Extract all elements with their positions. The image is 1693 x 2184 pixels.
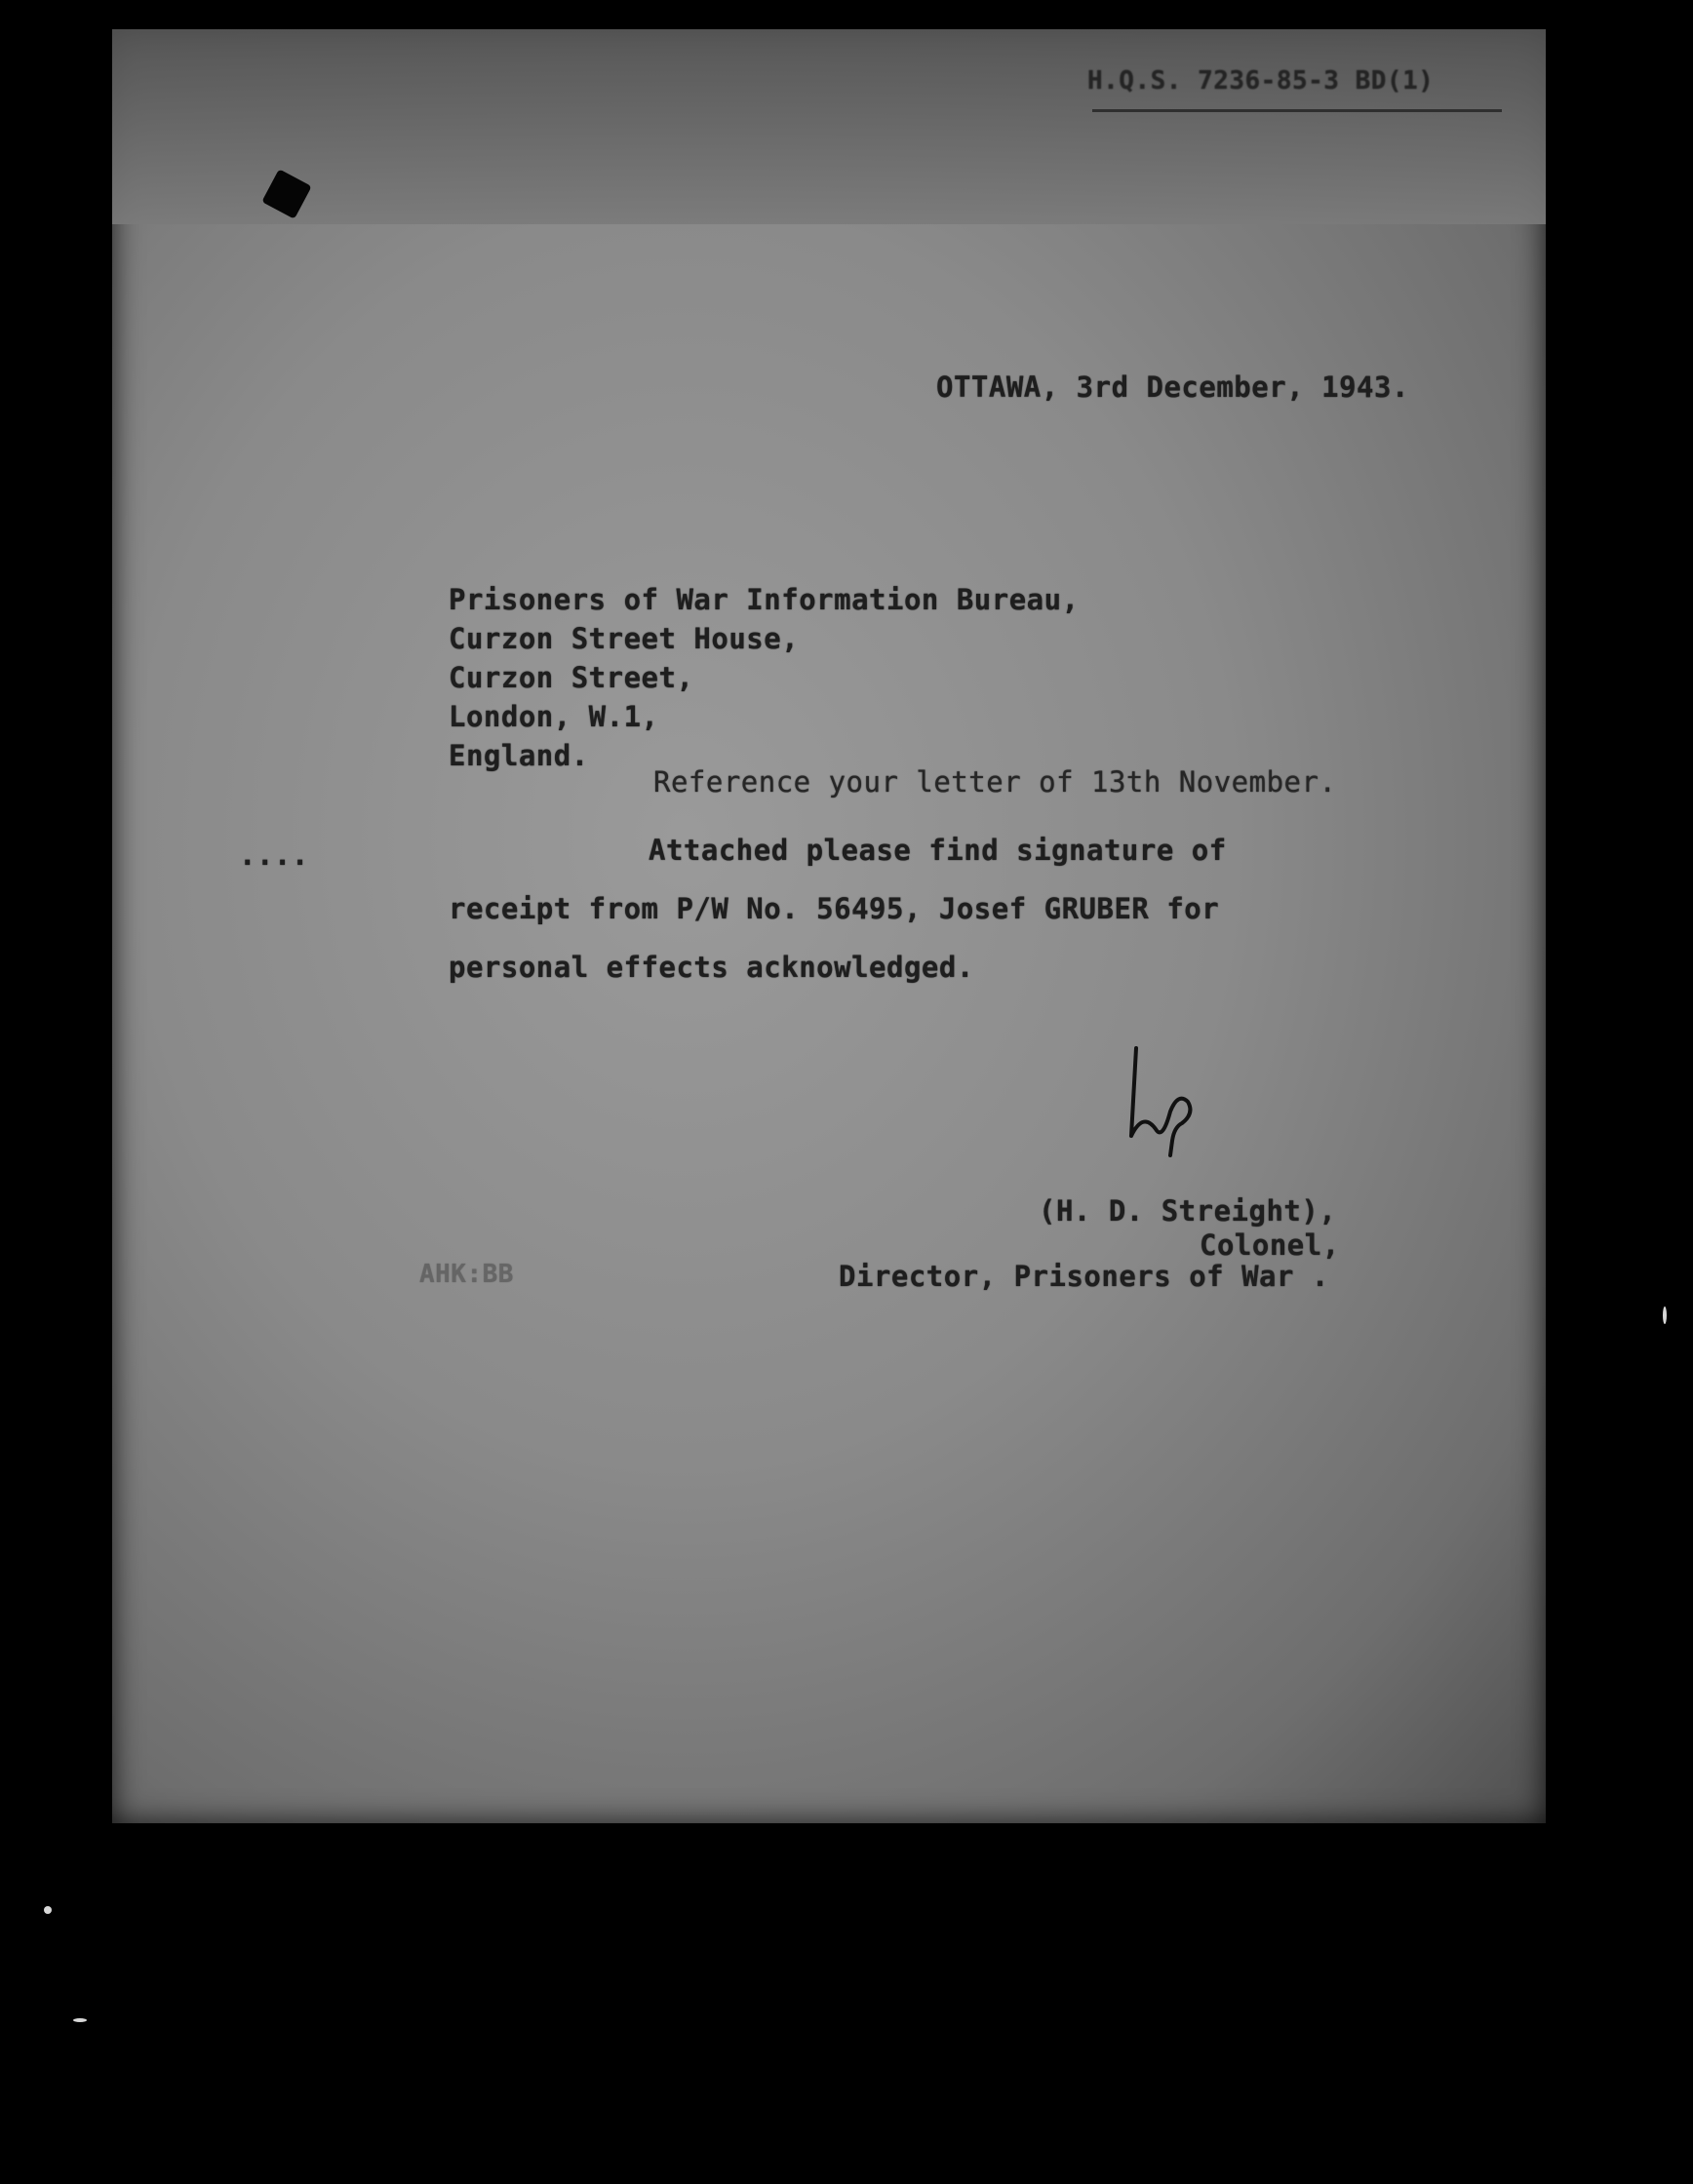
body-line: receipt from P/W No. 56495, Josef GRUBER for	[449, 892, 1220, 925]
addressee-line: Prisoners of War Information Bureau,	[449, 583, 1080, 616]
file-reference-underline	[1092, 109, 1502, 112]
addressee-line: England.	[449, 739, 589, 772]
handwritten-initials-signature	[1102, 1043, 1219, 1190]
body-line: Attached please find signature of	[649, 834, 1227, 867]
film-speck	[73, 2018, 87, 2022]
typist-initials: AHK:BB	[419, 1260, 514, 1289]
addressee-line: London, W.1,	[449, 700, 659, 733]
letter-page	[112, 29, 1546, 1823]
reference-line: Reference your letter of 13th November.	[653, 765, 1337, 799]
signatory-rank: Colonel,	[1200, 1228, 1340, 1262]
signatory-name: (H. D. Streight),	[1039, 1194, 1337, 1228]
body-line: personal effects acknowledged.	[449, 951, 974, 984]
date-line: OTTAWA, 3rd December, 1943.	[936, 370, 1409, 404]
signatory-title: Director, Prisoners of War .	[839, 1260, 1329, 1293]
file-reference: H.Q.S. 7236-85-3 BD(1)	[1087, 66, 1435, 96]
film-speck	[1663, 1306, 1667, 1324]
photocopy-top-band	[112, 29, 1546, 224]
addressee-line: Curzon Street,	[449, 661, 694, 694]
margin-mark: ....	[239, 838, 309, 872]
addressee-line: Curzon Street House,	[449, 622, 800, 655]
film-speck	[44, 1906, 52, 1914]
